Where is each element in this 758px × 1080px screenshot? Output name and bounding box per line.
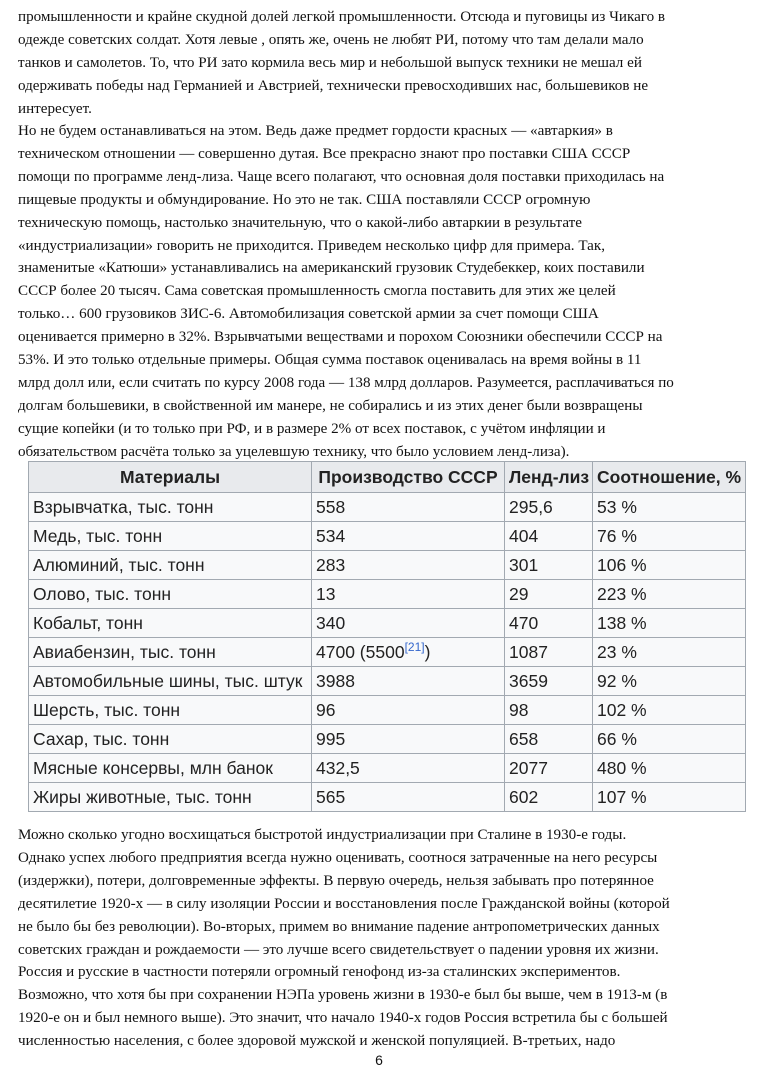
production-value: 534 [316, 525, 346, 546]
text-line: (издержки), потери, долговременные эффекты. В первую очередь, нельзя забывать про потерянное [18, 872, 654, 889]
text-line: промышленности и крайне скудной долей легкой промышленности. Отсюда и пуговицы из Чикаго в [18, 9, 666, 25]
cell-ratio: 138 % [593, 609, 746, 638]
header-ratio: Соотношение, % [593, 462, 746, 493]
cell-lend-lease: 301 [505, 551, 593, 580]
text-line: Можно сколько угодно восхищаться быстротой индустриализации при Сталине в 1930-е годы. [18, 827, 627, 843]
cell-material: Алюминий, тыс. тонн [29, 551, 312, 580]
table-row [29, 493, 746, 522]
cell-lend-lease: 470 [505, 609, 593, 638]
text-line: оценивается примерно в 32%. Взрывчатыми веществами и порохом Союзники обеспечили СССР на [18, 329, 663, 346]
text-line: Однако успех любого предприятия всегда нужно оценивать, соотнося затраченные на него ресурсы [18, 849, 658, 866]
table-body [29, 493, 746, 812]
page-number: 6 [375, 1052, 383, 1068]
table-header-row [29, 462, 746, 493]
text-line: сущие копейки (и то только при РФ, и в размере 2% от всех поставок, с учётом инфляции и [18, 420, 606, 437]
cell-lend-lease: 295,6 [505, 493, 593, 522]
cell-lend-lease: 602 [505, 783, 593, 812]
text-line: Россия и русские в частности потеряли огромный генофонд из-за сталинских экспериментов. [18, 964, 621, 981]
cell-lend-lease: 2077 [505, 754, 593, 783]
cell-production [312, 754, 505, 783]
cell-material: Жиры животные, тыс. тонн [29, 783, 312, 812]
text-line: обязательством расчёта только за уцелевшую технику, что было условием ленд-лиза). [18, 443, 570, 460]
table-row [29, 696, 746, 725]
production-value: 13 [316, 583, 336, 604]
cell-production [312, 696, 505, 725]
cell-ratio: 76 % [593, 522, 746, 551]
production-value: 995 [316, 728, 346, 749]
text-line: только… 600 грузовиков ЗИС-6. Автомобилизация советской армии за счет помощи США [18, 306, 599, 323]
cell-ratio: 23 % [593, 638, 746, 667]
header-production: Производство СССР [312, 462, 505, 493]
text-line: 1920-е он и был немного выше). Это значит, что начало 1940-х годов Россия встретила бы с большей [18, 1010, 668, 1027]
lend-lease-table [28, 461, 746, 812]
header-lend-lease: Ленд-лиз [505, 462, 593, 493]
cell-production [312, 493, 505, 522]
production-value: 558 [316, 496, 346, 517]
text-line: численностью населения, с более здоровой мужской и женской популяцией. В-третьих, надо [18, 1033, 616, 1050]
text-line: помощи по программе ленд-лиза. Чаще всего полагают, что основная доля поставки приходилась на [18, 168, 665, 185]
text-line: не было бы без революции). Во-вторых, примем во внимание падение антропометрических данных [18, 918, 660, 935]
cell-material: Олово, тыс. тонн [29, 580, 312, 609]
text-line: знаменитые «Катюши» устанавливались на американский грузовик Студебеккер, коих поставили [18, 260, 645, 277]
production-value: 283 [316, 554, 346, 575]
text-line: десятилетие 1920-х — в силу изоляции России и восстановления после Гражданской войны (которой [18, 895, 670, 912]
text-line: одежде советских солдат. Хотя левые , опять же, очень не любят РИ, потому что там делали мало [18, 31, 644, 48]
reference-link[interactable]: [21] [404, 639, 425, 654]
cell-ratio: 106 % [593, 551, 746, 580]
text-line: интересует. [18, 100, 92, 117]
cell-material: Шерсть, тыс. тонн [29, 696, 312, 725]
table-row [29, 725, 746, 754]
cell-lend-lease: 98 [505, 696, 593, 725]
paragraph-lend-lease [18, 120, 744, 464]
production-value: 565 [316, 786, 346, 807]
cell-ratio: 102 % [593, 696, 746, 725]
text-line: СССР более 20 тысяч. Сама советская промышленность смогла поставить для этих же целей [18, 283, 616, 300]
cell-lend-lease: 1087 [505, 638, 593, 667]
production-value: 432,5 [316, 757, 360, 778]
cell-lend-lease: 29 [505, 580, 593, 609]
cell-production [312, 522, 505, 551]
cell-production [312, 638, 505, 667]
text-line: Но не будем останавливаться на этом. Ведь даже предмет гордости красных — «автаркия» в [18, 123, 613, 139]
table-row [29, 522, 746, 551]
cell-ratio: 92 % [593, 667, 746, 696]
text-line: «индустриализации» говорить не приходится. Приведем несколько цифр для примера. Так, [18, 237, 605, 254]
text-line: 53%. И это только отдельные примеры. Общая сумма поставок оценивалась на время войны в 11 [18, 352, 642, 369]
cell-material: Взрывчатка, тыс. тонн [29, 493, 312, 522]
table-row [29, 638, 746, 667]
table-row [29, 609, 746, 638]
production-value: 96 [316, 699, 336, 720]
cell-production [312, 725, 505, 754]
text-line: советских граждан и рождаемости — это лучше всего свидетельствует о падении уровня их жизни. [18, 941, 659, 958]
text-line: пищевые продукты и обмундирование. Но это не так. США поставляли СССР огромную [18, 191, 591, 208]
cell-material: Сахар, тыс. тонн [29, 725, 312, 754]
cell-production [312, 580, 505, 609]
cell-ratio: 223 % [593, 580, 746, 609]
cell-ratio: 53 % [593, 493, 746, 522]
text-line: млрд долл или, если считать по курсу 2008 года — 138 млрд долларов. Разумеется, расплачиваться по [18, 374, 674, 391]
cell-material: Медь, тыс. тонн [29, 522, 312, 551]
production-value: 4700 (5500 [316, 641, 405, 662]
cell-ratio: 66 % [593, 725, 746, 754]
cell-material: Кобальт, тонн [29, 609, 312, 638]
table-row [29, 551, 746, 580]
cell-material: Авиабензин, тыс. тонн [29, 638, 312, 667]
header-materials: Материалы [29, 462, 312, 493]
table-row [29, 783, 746, 812]
table-row [29, 754, 746, 783]
cell-production [312, 667, 505, 696]
cell-ratio: 480 % [593, 754, 746, 783]
paragraph-industry [18, 6, 744, 121]
text-line: долгам большевики, в свойственной им манере, не собирались и из этих денег были возвращены [18, 397, 643, 414]
cell-material: Автомобильные шины, тыс. штук [29, 667, 312, 696]
cell-lend-lease: 3659 [505, 667, 593, 696]
lend-lease-table-container [28, 461, 745, 812]
text-line: Возможно, что хотя бы при сохранении НЭПа уровень жизни в 1930-е был бы выше, чем в 1913-м (в [18, 987, 668, 1004]
table-row [29, 580, 746, 609]
cell-lend-lease: 658 [505, 725, 593, 754]
table-row [29, 667, 746, 696]
text-line: техническом отношении — совершенно дутая. Все прекрасно знают про поставки США СССР [18, 145, 631, 162]
text-line: танков и самолетов. То, что РИ зато кормила весь мир и небольшой выпуск техники не мешал ей [18, 54, 642, 71]
production-value-suffix: ) [424, 641, 431, 662]
cell-production [312, 551, 505, 580]
cell-production [312, 783, 505, 812]
text-line: техническую помощь, настолько значительную, что о какой-либо автаркии в результате [18, 214, 582, 231]
text-line: одерживать победы над Германией и Австрией, технически превосходивших нас, большевиков не [18, 77, 649, 94]
production-value: 340 [316, 612, 346, 633]
cell-ratio: 107 % [593, 783, 746, 812]
paragraph-industrialization [18, 824, 744, 1053]
cell-production [312, 609, 505, 638]
cell-material: Мясные консервы, млн банок [29, 754, 312, 783]
cell-lend-lease: 404 [505, 522, 593, 551]
production-value: 3988 [316, 670, 355, 691]
